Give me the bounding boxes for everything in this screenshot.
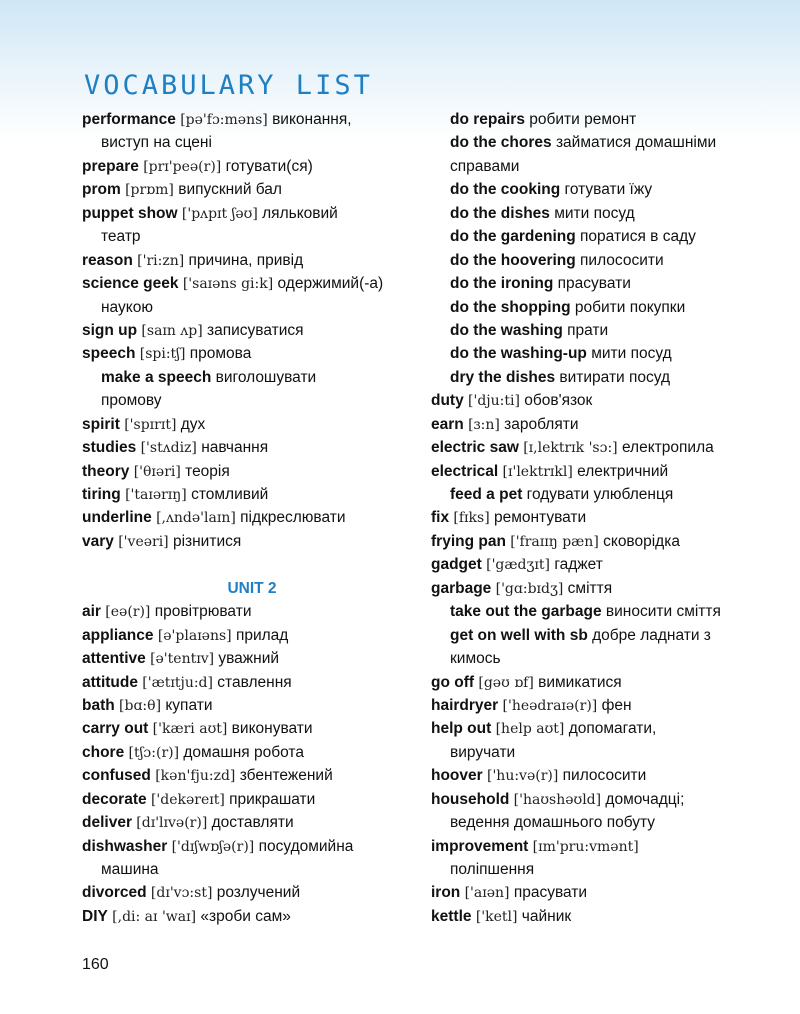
transcription: [ə'tentɪv] xyxy=(150,651,215,668)
vocab-entry xyxy=(82,342,422,365)
translation: розлучений xyxy=(216,884,301,902)
page-number: 160 xyxy=(82,956,109,973)
translation: займатися домашніми xyxy=(555,134,717,152)
vocab-entry xyxy=(431,835,791,858)
page-title: VOCABULARY LIST xyxy=(84,70,373,102)
spacer xyxy=(82,553,422,576)
vocab-entry xyxy=(82,178,422,201)
vocab-entry xyxy=(82,202,422,225)
headword: underline xyxy=(82,509,152,527)
translation: ставлення xyxy=(217,673,292,691)
headword: do the hoovering xyxy=(450,251,576,269)
headword: spirit xyxy=(82,415,120,433)
translation: кимось xyxy=(450,650,501,668)
translation: записуватися xyxy=(207,321,304,339)
vocab-entry xyxy=(82,905,422,928)
vocab-entry xyxy=(431,366,791,389)
vocab-entry xyxy=(82,131,422,154)
translation: прикрашати xyxy=(229,790,316,808)
translation: заробляти xyxy=(504,415,579,433)
transcription: [gəʊ ɒf] xyxy=(478,674,534,691)
translation: машина xyxy=(101,861,159,878)
vocab-entry xyxy=(82,483,422,506)
vocab-entry xyxy=(431,155,791,178)
headword: vary xyxy=(82,532,114,550)
transcription: [ɪ'lektrɪkl] xyxy=(502,463,573,480)
translation: виступ на сцені xyxy=(101,134,212,152)
vocab-entry xyxy=(82,694,422,717)
translation: прилад xyxy=(235,626,289,644)
translation: збентежений xyxy=(239,767,333,785)
headword: gadget xyxy=(431,556,482,574)
headword: garbage xyxy=(431,579,492,597)
vocab-entry xyxy=(82,647,422,670)
translation: виручати xyxy=(450,743,516,761)
translation: готувати(ся) xyxy=(225,157,313,175)
transcription: ['hu:və(r)] xyxy=(487,768,559,785)
transcription: [pə'fɔ:məns] xyxy=(180,112,268,128)
headword: do the gardening xyxy=(450,228,576,246)
headword: household xyxy=(431,790,510,808)
headword: reason xyxy=(82,251,133,269)
translation: промову xyxy=(101,392,162,410)
vocab-entry xyxy=(82,413,422,436)
translation: навчання xyxy=(201,439,269,457)
translation: дух xyxy=(180,415,206,433)
translation: ремонтувати xyxy=(493,509,587,527)
headword: do the dishes xyxy=(450,204,550,222)
headword: puppet show xyxy=(82,204,178,222)
transcription: [prɒm] xyxy=(125,182,174,199)
headword: chore xyxy=(82,743,125,761)
translation: чайник xyxy=(521,907,572,925)
transcription: [prɪ'peə(r)] xyxy=(143,158,222,175)
vocab-entry xyxy=(82,671,422,694)
vocab-entry xyxy=(431,577,791,600)
vocab-entry xyxy=(431,249,791,272)
vocab-entry xyxy=(431,413,791,436)
translation: театр xyxy=(101,228,141,246)
headword: do the washing-up xyxy=(450,345,587,363)
vocab-entry xyxy=(431,788,791,811)
vocab-entry xyxy=(82,366,422,389)
translation: ляльковий xyxy=(262,204,338,222)
headword: sign up xyxy=(82,321,138,339)
vocab-entry xyxy=(431,506,791,529)
headword: tiring xyxy=(82,486,121,503)
transcription: [ɜ:n] xyxy=(468,416,500,433)
vocab-entry xyxy=(82,319,422,342)
vocab-entry xyxy=(431,108,791,131)
headword: do the chores xyxy=(450,134,552,152)
transcription: ['spɪrɪt] xyxy=(124,416,177,433)
translation: різнитися xyxy=(172,532,242,550)
headword: decorate xyxy=(82,790,147,808)
translation: сковорідка xyxy=(603,532,680,550)
translation: справами xyxy=(450,157,520,175)
headword: fix xyxy=(431,509,450,527)
translation: виконання, xyxy=(272,111,352,128)
vocab-entry xyxy=(431,858,791,881)
vocab-entry xyxy=(431,460,791,483)
headword: attentive xyxy=(82,650,146,668)
headword: DIY xyxy=(82,907,108,925)
translation: провітрювати xyxy=(154,603,252,621)
vocab-entry xyxy=(431,342,791,365)
transcription: ['taɪərɪŋ] xyxy=(125,487,187,503)
translation: готувати їжу xyxy=(564,181,653,199)
translation: виголошувати xyxy=(215,368,317,386)
transcription: ['aɪən] xyxy=(464,885,510,902)
vocab-entry xyxy=(82,881,422,904)
headword: do the washing xyxy=(450,321,563,339)
transcription: [saɪn ʌp] xyxy=(141,322,203,339)
transcription: ['kæri aʊt] xyxy=(152,721,228,738)
transcription: ['heədraɪə(r)] xyxy=(502,697,598,714)
headword: electric saw xyxy=(431,439,519,457)
transcription: [ə'plaɪəns] xyxy=(157,627,232,644)
headword: prepare xyxy=(82,157,139,175)
vocab-entry xyxy=(82,741,422,764)
headword: duty xyxy=(431,392,464,410)
vocab-entry xyxy=(431,881,791,904)
transcription: [tʃɔ:(r)] xyxy=(128,744,180,761)
vocab-entry xyxy=(82,835,422,858)
transcription: [bɑ:θ] xyxy=(119,697,162,714)
translation: виносити сміття xyxy=(605,603,721,621)
translation: вимикатися xyxy=(538,673,622,691)
transcription: ['fraɪɪŋ pæn] xyxy=(510,533,599,550)
vocab-entry xyxy=(82,717,422,740)
vocab-entry xyxy=(82,624,422,647)
transcription: ['gædʒɪt] xyxy=(486,557,550,574)
vocab-entry xyxy=(82,155,422,178)
headword: do the cooking xyxy=(450,181,561,199)
translation: робити ремонт xyxy=(529,111,637,128)
vocabulary-column-left xyxy=(82,108,422,928)
translation: пилососити xyxy=(562,767,647,785)
vocab-entry xyxy=(431,389,791,412)
transcription: [dɪ'vɔ:st] xyxy=(150,885,213,902)
translation: промова xyxy=(189,345,252,363)
translation: фен xyxy=(601,696,632,714)
translation: поліпшення xyxy=(450,861,535,878)
translation: теорія xyxy=(185,462,230,480)
vocab-entry xyxy=(431,483,791,506)
vocab-entry xyxy=(431,178,791,201)
translation: сміття xyxy=(567,579,613,597)
transcription: ['ri:zn] xyxy=(137,252,185,269)
translation: електропила xyxy=(621,439,714,457)
headword: bath xyxy=(82,696,115,714)
transcription: ['θɪəri] xyxy=(133,463,181,480)
vocab-entry xyxy=(431,671,791,694)
headword: dishwasher xyxy=(82,837,168,855)
transcription: ['dɪʃwɒʃə(r)] xyxy=(171,838,255,855)
transcription: [kən'fju:zd] xyxy=(155,768,236,785)
vocab-entry xyxy=(82,460,422,483)
vocab-entry xyxy=(82,811,422,834)
transcription: ['haʊshəʊld] xyxy=(513,791,602,808)
translation: стомливий xyxy=(191,486,269,503)
headword: theory xyxy=(82,462,130,480)
translation: електричний xyxy=(577,462,669,480)
translation: пилососити xyxy=(580,251,664,269)
headword: performance xyxy=(82,111,176,128)
vocab-entry xyxy=(82,225,422,248)
translation: годувати улюбленця xyxy=(526,486,674,503)
headword: earn xyxy=(431,415,464,433)
translation: виконувати xyxy=(231,720,313,738)
vocab-entry xyxy=(431,647,791,670)
headword: hoover xyxy=(431,767,483,785)
vocab-entry xyxy=(82,788,422,811)
headword: go off xyxy=(431,673,475,691)
transcription: [ɪ,lektrɪk 'sɔ:] xyxy=(523,440,618,457)
transcription: ['stʌdiz] xyxy=(140,440,197,457)
headword: get on well with sb xyxy=(450,626,588,644)
translation: мити посуд xyxy=(554,204,635,222)
vocab-entry xyxy=(82,600,422,623)
vocab-entry xyxy=(431,741,791,764)
transcription: [help aʊt] xyxy=(495,721,565,738)
vocab-entry xyxy=(431,296,791,319)
vocab-entry xyxy=(431,272,791,295)
vocab-entry xyxy=(431,694,791,717)
transcription: [dɪ'lɪvə(r)] xyxy=(136,815,208,832)
transcription: ['saɪəns gi:k] xyxy=(182,276,274,293)
vocab-entry xyxy=(431,553,791,576)
translation: одержимий(-а) xyxy=(277,275,384,293)
vocab-entry xyxy=(431,436,791,459)
translation: підкреслювати xyxy=(240,509,346,527)
translation: причина, привід xyxy=(188,251,304,269)
vocab-entry xyxy=(431,225,791,248)
headword: carry out xyxy=(82,720,149,738)
transcription: ['ætɪtju:d] xyxy=(142,674,213,691)
translation: прасувати xyxy=(557,275,631,293)
vocab-entry xyxy=(82,389,422,412)
headword: frying pan xyxy=(431,532,506,550)
headword: take out the garbage xyxy=(450,603,602,621)
headword: confused xyxy=(82,767,151,785)
vocab-entry xyxy=(82,272,422,295)
transcription: ['dju:ti] xyxy=(468,393,520,410)
translation: доставляти xyxy=(211,814,294,832)
translation: мити посуд xyxy=(591,345,672,363)
headword: prom xyxy=(82,181,121,199)
vocab-entry xyxy=(82,506,422,529)
vocabulary-column-right xyxy=(431,108,791,928)
transcription: [eə(r)] xyxy=(105,604,151,621)
headword: kettle xyxy=(431,907,472,925)
unit-heading: UNIT 2 xyxy=(227,579,277,597)
translation: наукою xyxy=(101,298,153,316)
translation: гаджет xyxy=(554,556,603,574)
vocab-entry xyxy=(82,108,422,131)
translation: робити покупки xyxy=(574,298,686,316)
vocab-entry xyxy=(82,436,422,459)
vocab-entry xyxy=(431,811,791,834)
translation: витирати посуд xyxy=(559,368,671,386)
translation: прасувати xyxy=(513,884,588,902)
translation: добре ладнати з xyxy=(592,626,711,644)
headword: attitude xyxy=(82,673,138,691)
vocab-entry xyxy=(431,530,791,553)
translation: посудомийна xyxy=(258,837,354,855)
transcription: [fɪks] xyxy=(453,510,490,527)
vocab-entry xyxy=(431,600,791,623)
translation: допомагати, xyxy=(568,720,657,738)
headword: feed a pet xyxy=(450,486,523,503)
vocab-entry xyxy=(82,249,422,272)
vocab-entry xyxy=(82,530,422,553)
headword: do repairs xyxy=(450,111,525,128)
translation: обов'язок xyxy=(524,392,593,410)
vocab-entry xyxy=(431,131,791,154)
headword: speech xyxy=(82,345,136,363)
translation: уважний xyxy=(218,650,280,668)
transcription: ['veəri] xyxy=(118,533,169,550)
vocab-entry xyxy=(431,624,791,647)
headword: studies xyxy=(82,439,137,457)
vocab-entry xyxy=(82,764,422,787)
vocab-entry xyxy=(431,717,791,740)
headword: help out xyxy=(431,720,492,738)
vocab-entry xyxy=(82,296,422,319)
transcription: [,ʌndə'laɪn] xyxy=(156,510,236,527)
transcription: [,di: aɪ 'waɪ] xyxy=(112,908,197,925)
translation: прати xyxy=(567,321,609,339)
headword: appliance xyxy=(82,626,154,644)
translation: купати xyxy=(165,696,213,714)
translation: домочадці; xyxy=(605,790,685,808)
vocab-entry xyxy=(431,319,791,342)
transcription: ['dekəreɪt] xyxy=(150,791,225,808)
headword: air xyxy=(82,603,101,621)
transcription: [ɪm'pru:vmənt] xyxy=(532,838,639,855)
headword: do the shopping xyxy=(450,298,571,316)
headword: hairdryer xyxy=(431,696,499,714)
translation: випускний бал xyxy=(178,181,282,199)
transcription: ['gɑ:bɪdʒ] xyxy=(495,580,564,597)
vocab-entry xyxy=(431,764,791,787)
translation: ведення домашнього побуту xyxy=(450,814,656,832)
transcription: ['pʌpɪt ʃəʊ] xyxy=(181,205,258,222)
vocab-entry xyxy=(82,858,422,881)
translation: домашня робота xyxy=(183,743,304,761)
translation: «зроби сам» xyxy=(200,907,291,925)
headword: improvement xyxy=(431,837,529,855)
vocab-entry xyxy=(431,905,791,928)
headword: divorced xyxy=(82,884,147,902)
headword: deliver xyxy=(82,814,132,832)
headword: dry the dishes xyxy=(450,368,556,386)
headword: make a speech xyxy=(101,368,212,386)
headword: electrical xyxy=(431,462,499,480)
vocab-entry xyxy=(431,202,791,225)
headword: iron xyxy=(431,884,461,902)
translation: поратися в саду xyxy=(580,228,696,246)
headword: science geek xyxy=(82,275,179,293)
transcription: [spi:tʃ] xyxy=(139,346,186,363)
headword: do the ironing xyxy=(450,275,554,293)
transcription: ['ketl] xyxy=(475,908,518,925)
